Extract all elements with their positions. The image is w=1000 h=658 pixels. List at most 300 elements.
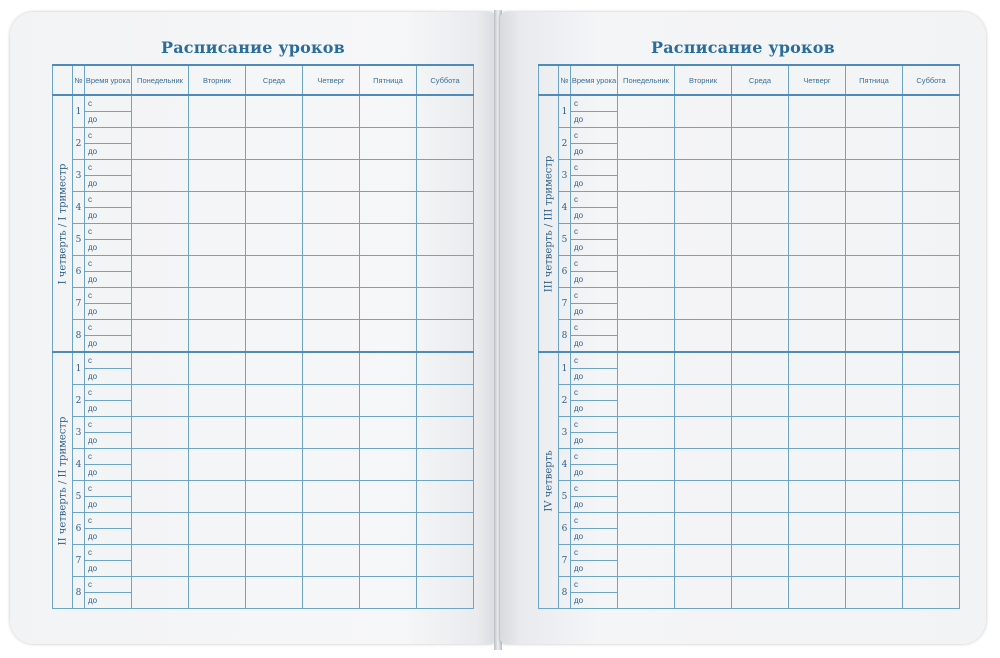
- lesson-row: [53, 128, 474, 144]
- lesson-cell[interactable]: [189, 577, 246, 609]
- time-to-label: до: [571, 272, 618, 288]
- lesson-number: 1: [73, 352, 85, 385]
- lesson-cell[interactable]: [417, 417, 474, 449]
- lesson-cell[interactable]: [417, 288, 474, 320]
- lesson-row: [53, 577, 474, 593]
- lesson-cell[interactable]: [846, 545, 903, 577]
- lesson-cell[interactable]: [360, 160, 417, 192]
- lesson-number: 2: [559, 128, 571, 160]
- lesson-cell[interactable]: [246, 95, 303, 128]
- lesson-cell[interactable]: [789, 128, 846, 160]
- lesson-cell[interactable]: [732, 513, 789, 545]
- lesson-number: 8: [73, 577, 85, 609]
- lesson-cell[interactable]: [246, 513, 303, 545]
- time-from-label: с: [85, 481, 132, 497]
- lesson-cell[interactable]: [417, 224, 474, 256]
- time-to-label: до: [85, 369, 132, 385]
- lesson-cell[interactable]: [846, 256, 903, 288]
- lesson-cell[interactable]: [303, 288, 360, 320]
- lesson-cell[interactable]: [675, 160, 732, 192]
- lesson-row: [53, 449, 474, 465]
- lesson-cell[interactable]: [618, 160, 675, 192]
- lesson-cell[interactable]: [246, 224, 303, 256]
- lesson-cell[interactable]: [360, 513, 417, 545]
- lesson-cell[interactable]: [246, 385, 303, 417]
- lesson-cell[interactable]: [846, 385, 903, 417]
- lesson-cell[interactable]: [303, 320, 360, 353]
- time-from-label: с: [571, 224, 618, 240]
- lesson-cell[interactable]: [789, 224, 846, 256]
- lesson-row: [539, 128, 960, 144]
- lesson-cell[interactable]: [246, 417, 303, 449]
- lesson-row: [53, 385, 474, 401]
- lesson-cell[interactable]: [732, 449, 789, 481]
- time-to-label: до: [85, 433, 132, 449]
- lesson-cell[interactable]: [132, 224, 189, 256]
- lesson-cell[interactable]: [189, 288, 246, 320]
- lesson-cell[interactable]: [303, 577, 360, 609]
- time-to-label: до: [85, 304, 132, 320]
- lesson-cell[interactable]: [789, 449, 846, 481]
- lesson-cell[interactable]: [846, 320, 903, 353]
- lesson-cell[interactable]: [675, 128, 732, 160]
- lesson-cell[interactable]: [189, 352, 246, 385]
- lesson-cell[interactable]: [903, 352, 960, 385]
- lesson-cell[interactable]: [846, 95, 903, 128]
- lesson-cell[interactable]: [732, 192, 789, 224]
- time-from-label: с: [85, 320, 132, 336]
- lesson-cell[interactable]: [789, 352, 846, 385]
- lesson-cell[interactable]: [417, 513, 474, 545]
- page-title: Расписание уроков: [160, 38, 345, 57]
- lesson-cell[interactable]: [360, 128, 417, 160]
- lesson-cell[interactable]: [618, 192, 675, 224]
- time-to-label: до: [571, 497, 618, 513]
- lesson-cell[interactable]: [303, 224, 360, 256]
- lesson-cell[interactable]: [789, 256, 846, 288]
- lesson-cell[interactable]: [732, 352, 789, 385]
- lesson-cell[interactable]: [132, 513, 189, 545]
- time-from-label: с: [571, 513, 618, 529]
- lesson-number: 3: [73, 160, 85, 192]
- lesson-cell[interactable]: [303, 513, 360, 545]
- lesson-cell[interactable]: [618, 224, 675, 256]
- lesson-row: [53, 224, 474, 240]
- lesson-cell[interactable]: [789, 513, 846, 545]
- lesson-cell[interactable]: [189, 256, 246, 288]
- lesson-cell[interactable]: [675, 320, 732, 353]
- lesson-cell[interactable]: [132, 192, 189, 224]
- lesson-cell[interactable]: [360, 192, 417, 224]
- lesson-number: 7: [559, 288, 571, 320]
- lesson-cell[interactable]: [675, 288, 732, 320]
- lesson-cell[interactable]: [246, 481, 303, 513]
- lesson-row: [53, 320, 474, 336]
- lesson-cell[interactable]: [360, 577, 417, 609]
- time-from-label: с: [571, 352, 618, 369]
- lesson-row: [53, 288, 474, 304]
- lesson-cell[interactable]: [246, 256, 303, 288]
- lesson-cell[interactable]: [618, 128, 675, 160]
- time-from-label: с: [85, 385, 132, 401]
- lesson-row: [539, 192, 960, 208]
- lesson-cell[interactable]: [360, 224, 417, 256]
- lesson-cell[interactable]: [789, 545, 846, 577]
- lesson-number: 3: [559, 160, 571, 192]
- lesson-cell[interactable]: [246, 288, 303, 320]
- lesson-cell[interactable]: [846, 513, 903, 545]
- lesson-cell[interactable]: [618, 449, 675, 481]
- quarter-label: II четверть / II триместр: [57, 416, 68, 545]
- day-header: Пятница: [360, 65, 417, 95]
- lesson-cell[interactable]: [417, 385, 474, 417]
- lesson-number: 7: [559, 545, 571, 577]
- lesson-cell[interactable]: [846, 128, 903, 160]
- lesson-cell[interactable]: [132, 481, 189, 513]
- lesson-cell[interactable]: [189, 95, 246, 128]
- time-from-label: с: [571, 417, 618, 433]
- time-from-label: с: [85, 192, 132, 208]
- lesson-cell[interactable]: [132, 385, 189, 417]
- lesson-cell[interactable]: [789, 320, 846, 353]
- lesson-cell[interactable]: [675, 192, 732, 224]
- time-to-label: до: [571, 176, 618, 192]
- lesson-cell[interactable]: [789, 95, 846, 128]
- time-to-label: до: [85, 401, 132, 417]
- time-from-label: с: [571, 385, 618, 401]
- lesson-number: 6: [559, 256, 571, 288]
- lesson-row: [539, 577, 960, 593]
- time-from-label: с: [85, 95, 132, 112]
- lesson-cell[interactable]: [417, 95, 474, 128]
- lesson-cell[interactable]: [846, 352, 903, 385]
- lesson-cell[interactable]: [846, 481, 903, 513]
- time-to-label: до: [85, 176, 132, 192]
- lesson-cell[interactable]: [303, 352, 360, 385]
- day-header: Четверг: [303, 65, 360, 95]
- time-to-label: до: [571, 304, 618, 320]
- lesson-row: [539, 513, 960, 529]
- lesson-cell[interactable]: [618, 385, 675, 417]
- lesson-row: [539, 320, 960, 336]
- lesson-cell[interactable]: [360, 95, 417, 128]
- lesson-cell[interactable]: [189, 192, 246, 224]
- lesson-cell[interactable]: [903, 577, 960, 609]
- lesson-cell[interactable]: [618, 288, 675, 320]
- lesson-cell[interactable]: [303, 545, 360, 577]
- lesson-row: [53, 513, 474, 529]
- lesson-cell[interactable]: [360, 449, 417, 481]
- lesson-cell[interactable]: [618, 256, 675, 288]
- lesson-cell[interactable]: [903, 256, 960, 288]
- lesson-cell[interactable]: [189, 385, 246, 417]
- lesson-cell[interactable]: [903, 128, 960, 160]
- lesson-cell[interactable]: [417, 256, 474, 288]
- lesson-number: 7: [73, 288, 85, 320]
- lesson-cell[interactable]: [903, 481, 960, 513]
- lesson-cell[interactable]: [732, 95, 789, 128]
- lesson-row: [53, 545, 474, 561]
- lesson-cell[interactable]: [189, 545, 246, 577]
- lesson-cell[interactable]: [732, 481, 789, 513]
- time-from-label: с: [571, 128, 618, 144]
- lesson-cell[interactable]: [303, 95, 360, 128]
- lesson-cell[interactable]: [903, 288, 960, 320]
- time-to-label: до: [571, 561, 618, 577]
- day-header: Понедельник: [618, 65, 675, 95]
- time-from-label: с: [571, 256, 618, 272]
- lesson-cell[interactable]: [246, 449, 303, 481]
- lesson-cell[interactable]: [303, 449, 360, 481]
- lesson-cell[interactable]: [189, 224, 246, 256]
- lesson-row: [539, 95, 960, 112]
- lesson-cell[interactable]: [675, 577, 732, 609]
- lesson-number: 5: [73, 481, 85, 513]
- day-header: Суббота: [903, 65, 960, 95]
- lesson-cell[interactable]: [360, 417, 417, 449]
- lesson-cell[interactable]: [675, 95, 732, 128]
- lesson-time-header: Время урока: [85, 65, 132, 95]
- lesson-number: 5: [559, 224, 571, 256]
- lesson-cell[interactable]: [903, 449, 960, 481]
- lesson-cell[interactable]: [903, 224, 960, 256]
- lesson-cell[interactable]: [846, 449, 903, 481]
- lesson-number: 2: [559, 385, 571, 417]
- lesson-cell[interactable]: [303, 385, 360, 417]
- lesson-cell[interactable]: [132, 95, 189, 128]
- time-to-label: до: [85, 112, 132, 128]
- lesson-cell[interactable]: [675, 417, 732, 449]
- lesson-cell[interactable]: [303, 160, 360, 192]
- lesson-cell[interactable]: [360, 320, 417, 353]
- lesson-cell[interactable]: [417, 352, 474, 385]
- lesson-cell[interactable]: [618, 545, 675, 577]
- lesson-cell[interactable]: [732, 417, 789, 449]
- lesson-cell[interactable]: [903, 95, 960, 128]
- lesson-cell[interactable]: [675, 224, 732, 256]
- lesson-cell[interactable]: [189, 481, 246, 513]
- lesson-cell[interactable]: [675, 513, 732, 545]
- lesson-cell[interactable]: [417, 128, 474, 160]
- lesson-row: [539, 481, 960, 497]
- lesson-cell[interactable]: [903, 513, 960, 545]
- lesson-cell[interactable]: [303, 128, 360, 160]
- day-header: Вторник: [675, 65, 732, 95]
- lesson-number: 6: [73, 513, 85, 545]
- lesson-cell[interactable]: [618, 417, 675, 449]
- lesson-cell[interactable]: [246, 320, 303, 353]
- lesson-cell[interactable]: [189, 128, 246, 160]
- lesson-cell[interactable]: [360, 545, 417, 577]
- time-to-label: до: [571, 112, 618, 128]
- lesson-cell[interactable]: [132, 352, 189, 385]
- lesson-cell[interactable]: [132, 449, 189, 481]
- lesson-cell[interactable]: [132, 577, 189, 609]
- lesson-cell[interactable]: [246, 545, 303, 577]
- quarter-label-cell: [53, 95, 73, 352]
- time-to-label: до: [571, 336, 618, 353]
- lesson-cell[interactable]: [903, 417, 960, 449]
- lesson-cell[interactable]: [360, 288, 417, 320]
- lesson-cell[interactable]: [846, 224, 903, 256]
- lesson-cell[interactable]: [303, 481, 360, 513]
- lesson-cell[interactable]: [618, 481, 675, 513]
- time-to-label: до: [85, 561, 132, 577]
- lesson-cell[interactable]: [303, 256, 360, 288]
- lesson-cell[interactable]: [732, 288, 789, 320]
- lesson-cell[interactable]: [417, 192, 474, 224]
- lesson-cell[interactable]: [732, 224, 789, 256]
- lesson-cell[interactable]: [360, 256, 417, 288]
- lesson-number: 4: [73, 192, 85, 224]
- lesson-cell[interactable]: [732, 256, 789, 288]
- time-to-label: до: [571, 465, 618, 481]
- lesson-cell[interactable]: [132, 128, 189, 160]
- lesson-cell[interactable]: [903, 320, 960, 353]
- lesson-cell[interactable]: [618, 352, 675, 385]
- lesson-cell[interactable]: [732, 320, 789, 353]
- lesson-row: [539, 449, 960, 465]
- lesson-number: 1: [559, 352, 571, 385]
- lesson-cell[interactable]: [789, 417, 846, 449]
- right-page: [500, 12, 986, 644]
- lesson-cell[interactable]: [675, 545, 732, 577]
- lesson-cell[interactable]: [417, 320, 474, 353]
- lesson-cell[interactable]: [675, 449, 732, 481]
- lesson-number: 4: [559, 192, 571, 224]
- day-header: Вторник: [189, 65, 246, 95]
- lesson-cell[interactable]: [618, 513, 675, 545]
- lesson-row: [53, 481, 474, 497]
- time-from-label: с: [85, 449, 132, 465]
- lesson-row: [53, 256, 474, 272]
- lesson-cell[interactable]: [675, 481, 732, 513]
- lesson-cell[interactable]: [417, 481, 474, 513]
- lesson-cell[interactable]: [618, 577, 675, 609]
- time-from-label: с: [85, 352, 132, 369]
- lesson-cell[interactable]: [303, 417, 360, 449]
- lesson-cell[interactable]: [789, 192, 846, 224]
- lesson-cell[interactable]: [789, 577, 846, 609]
- lesson-cell[interactable]: [789, 481, 846, 513]
- lesson-cell[interactable]: [417, 160, 474, 192]
- lesson-cell[interactable]: [675, 256, 732, 288]
- time-from-label: с: [85, 577, 132, 593]
- quarter-label: I четверть / I триместр: [57, 163, 68, 284]
- lesson-cell[interactable]: [846, 192, 903, 224]
- lesson-cell[interactable]: [846, 160, 903, 192]
- time-from-label: с: [571, 545, 618, 561]
- time-to-label: до: [571, 208, 618, 224]
- time-from-label: с: [571, 481, 618, 497]
- day-header: Среда: [732, 65, 789, 95]
- time-to-label: до: [571, 144, 618, 160]
- lesson-cell[interactable]: [732, 545, 789, 577]
- time-from-label: с: [571, 95, 618, 112]
- lesson-cell[interactable]: [246, 128, 303, 160]
- lesson-cell[interactable]: [246, 192, 303, 224]
- lesson-cell[interactable]: [246, 352, 303, 385]
- quarter-label: IV четверть: [543, 449, 554, 512]
- lesson-cell[interactable]: [132, 256, 189, 288]
- schedule-table-right: [538, 64, 960, 609]
- lesson-cell[interactable]: [360, 385, 417, 417]
- lesson-cell[interactable]: [132, 417, 189, 449]
- lesson-cell[interactable]: [189, 449, 246, 481]
- lesson-number: 8: [73, 320, 85, 353]
- lesson-cell[interactable]: [789, 288, 846, 320]
- header-row: [53, 65, 474, 95]
- lesson-cell[interactable]: [789, 385, 846, 417]
- lesson-cell[interactable]: [846, 577, 903, 609]
- lesson-cell[interactable]: [903, 160, 960, 192]
- lesson-cell[interactable]: [303, 192, 360, 224]
- lesson-cell[interactable]: [903, 192, 960, 224]
- lesson-cell[interactable]: [789, 160, 846, 192]
- lesson-cell[interactable]: [189, 417, 246, 449]
- lesson-cell[interactable]: [903, 385, 960, 417]
- day-header: Суббота: [417, 65, 474, 95]
- day-header: Среда: [246, 65, 303, 95]
- quarter-header: [539, 65, 559, 95]
- lesson-row: [53, 352, 474, 369]
- lesson-cell[interactable]: [132, 545, 189, 577]
- lesson-cell[interactable]: [618, 320, 675, 353]
- lesson-number: 1: [73, 95, 85, 128]
- time-from-label: с: [571, 320, 618, 336]
- lesson-cell[interactable]: [132, 320, 189, 353]
- page-title: Расписание уроков: [650, 38, 835, 57]
- time-to-label: до: [85, 144, 132, 160]
- lesson-cell[interactable]: [132, 288, 189, 320]
- lesson-cell[interactable]: [618, 95, 675, 128]
- lesson-cell[interactable]: [732, 577, 789, 609]
- lesson-cell[interactable]: [846, 288, 903, 320]
- lesson-cell[interactable]: [732, 128, 789, 160]
- time-to-label: до: [571, 401, 618, 417]
- lesson-cell[interactable]: [246, 160, 303, 192]
- lesson-cell[interactable]: [360, 481, 417, 513]
- lesson-cell[interactable]: [189, 320, 246, 353]
- lesson-cell[interactable]: [189, 513, 246, 545]
- lesson-cell[interactable]: [732, 160, 789, 192]
- lesson-cell[interactable]: [417, 577, 474, 609]
- time-to-label: до: [571, 529, 618, 545]
- lesson-cell[interactable]: [360, 352, 417, 385]
- lesson-number-header: №: [73, 65, 85, 95]
- time-to-label: до: [85, 593, 132, 609]
- lesson-cell[interactable]: [189, 160, 246, 192]
- quarter-label: III четверть / III триместр: [543, 155, 554, 292]
- time-to-label: до: [571, 593, 618, 609]
- lesson-cell[interactable]: [417, 449, 474, 481]
- lesson-cell[interactable]: [675, 385, 732, 417]
- lesson-row: [539, 417, 960, 433]
- time-to-label: до: [571, 369, 618, 385]
- lesson-cell[interactable]: [675, 352, 732, 385]
- lesson-cell[interactable]: [246, 577, 303, 609]
- lesson-cell[interactable]: [417, 545, 474, 577]
- day-header: Четверг: [789, 65, 846, 95]
- lesson-cell[interactable]: [132, 160, 189, 192]
- lesson-number: 7: [73, 545, 85, 577]
- lesson-number: 1: [559, 95, 571, 128]
- header-row: [539, 65, 960, 95]
- lesson-cell[interactable]: [846, 417, 903, 449]
- lesson-cell[interactable]: [732, 385, 789, 417]
- time-from-label: с: [85, 545, 132, 561]
- lesson-cell[interactable]: [903, 545, 960, 577]
